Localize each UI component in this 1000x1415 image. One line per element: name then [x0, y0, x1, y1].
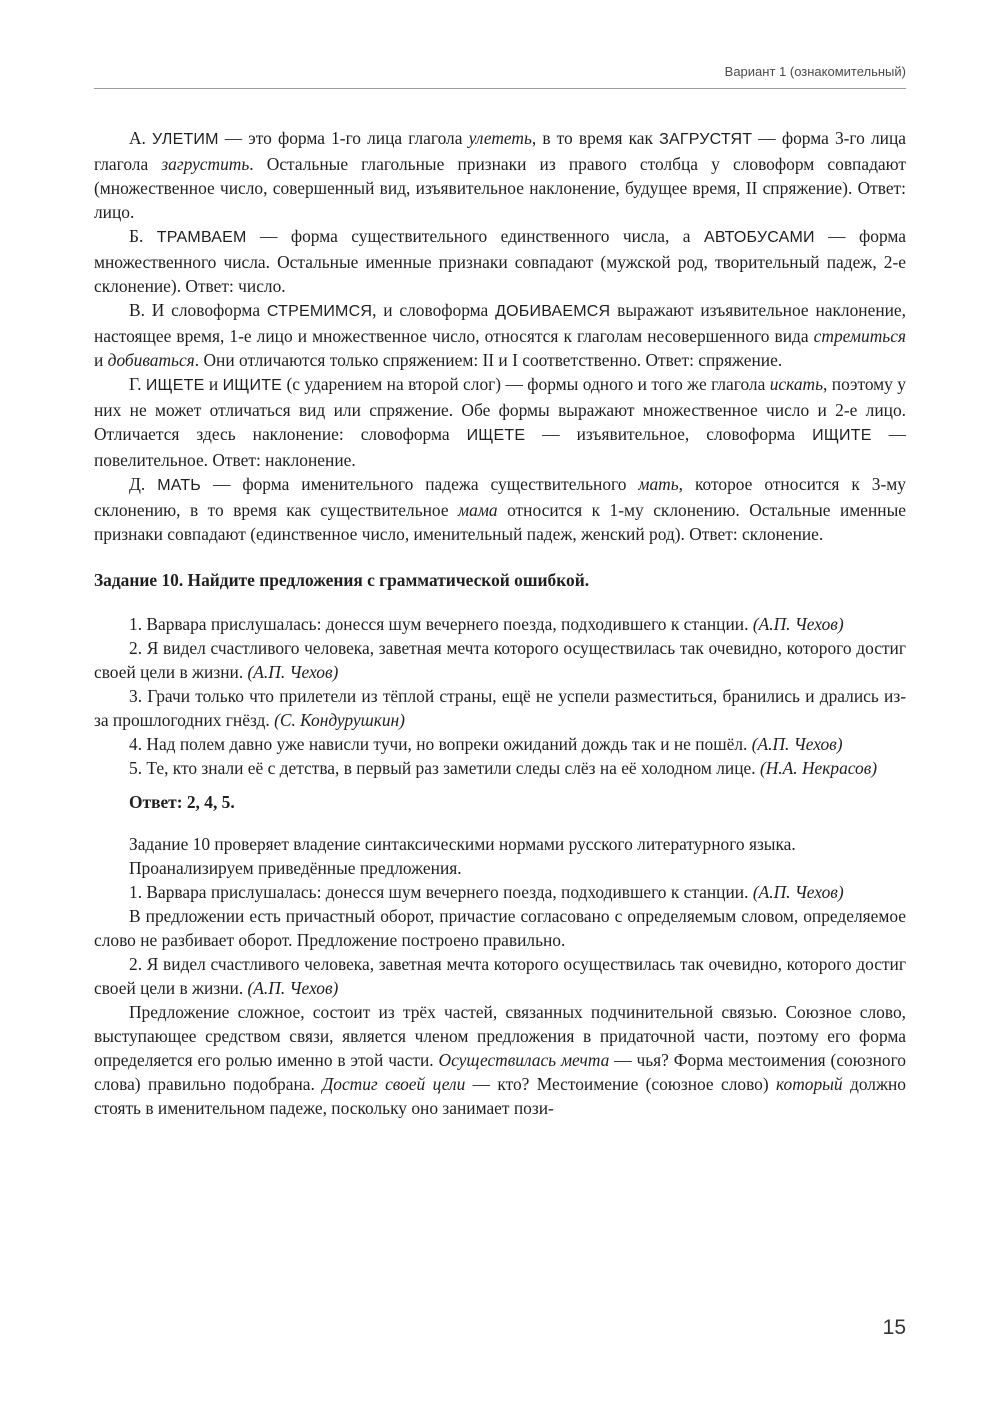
paragraph-a: А. УЛЕТИМ — это форма 1-го лица глагола улететь, в то время как ЗАГРУСТЯТ — форма 3-го лица глагола загрустить. Остальные глагольные признаки из правого столбца у словоформ совпадают (множественное число, совершенный вид, изъявительное наклонение, будущее время, II спряжение). Ответ: лицо. — [94, 128, 907, 222]
analysis-intro-1: Задание 10 проверяет владение синтаксическими нормами русского литературного языка. — [129, 834, 796, 854]
analysis-comment-2: Предложение сложное, состоит из трёх частей, связанных подчинительной связью. Союзное слово, выступающее средством связи, является членом предложения в придаточной части, поэтому его форма определяется его ролью именно в этой части. Осуществилась мечта — чья? Форма местоимения (союзного слова) правильно подобрана. Достиг своей цели — кто? Местоимение (союзное слово) который должно стоять в именительном падеже, поскольку оно занимает пози- — [94, 1002, 907, 1118]
paragraph-v: В. И словоформа СТРЕМИМСЯ, и словоформа ДОБИВАЕМСЯ выражают изъявительное наклонение, настоящее время, 1-е лицо и множественное число, относятся к глаголам несовершенного вида стремиться и добиваться. Они отличаются только спряжением: II и I соответственно. Ответ: спряжение. — [94, 300, 906, 370]
analysis-sentence-2: 2. Я видел счастливого человека, заветная мечта которого осуществилась так очевидно, которого достиг своей цели в жизни. (А.П. Чехов) — [94, 954, 906, 998]
analysis-comment-1: В предложении есть причастный оборот, причастие согласовано с определяемым словом, определяемое слово не разбивает оборот. Предложение построено правильно. — [94, 906, 906, 950]
paragraph-d: Д. МАТЬ — форма именительного падежа существительного мать, которое относится к 3-му склонению, в то время как существительное мама относится к 1-му склонению. Остальные именные признаки совпадают (единственное число, именительный падеж, женский род). Ответ: склонение. — [94, 474, 906, 544]
task-item-2: 2. Я видел счастливого человека, заветная мечта которого осуществилась так очевидно, которого достиг своей цели в жизни. (А.П. Чехов) — [94, 638, 906, 682]
task-item-1: 1. Варвара прислушалась: донесся шум вечернего поезда, подходившего к станции. (А.П. Чехов) — [129, 614, 844, 634]
analysis-intro-2: Проанализируем приведённые предложения. — [129, 858, 462, 878]
page-number: 15 — [882, 1316, 906, 1339]
task-10-answer: Ответ: 2, 4, 5. — [129, 792, 235, 812]
header-rule — [94, 88, 906, 89]
paragraph-g: Г. ИЩЕТЕ и ИЩИТЕ (с ударением на второй слог) — формы одного и того же глагола искать, поэтому у них не может отличаться вид или спряжение. Обе формы выражают множественное число и 2-е лицо. Отличается здесь наклонение: словоформа ИЩЕТЕ — изъявительное, словоформа ИЩИТЕ — повелительное. Ответ: наклонение. — [94, 374, 906, 470]
task-item-5: 5. Те, кто знали её с детства, в первый раз заметили следы слёз на её холодном лице. (Н.А. Некрасов) — [129, 758, 878, 778]
task-10-title: Задание 10. Найдите предложения с грамматической ошибкой. — [94, 570, 590, 590]
task-item-4: 4. Над полем давно уже нависли тучи, но вопреки ожиданий дождь так и не пошёл. (А.П. Чехов) — [129, 734, 843, 754]
paragraph-b: Б. ТРАМВАЕМ — форма существительного единственного числа, а АВТОБУСАМИ — форма множественного числа. Остальные именные признаки совпадают (мужской род, творительный падеж, 2-е склонение). Ответ: число. — [94, 226, 906, 296]
page-body — [94, 126, 906, 1120]
task-item-3: 3. Грачи только что прилетели из тёплой страны, ещё не успели разместиться, бранились и дрались из-за прошлогодних гнёзд. (С. Кондурушкин) — [94, 686, 906, 730]
running-header: Вариант 1 (ознакомительный) — [724, 64, 906, 79]
analysis-sentence-1: 1. Варвара прислушалась: донесся шум вечернего поезда, подходившего к станции. (А.П. Чехов) — [129, 882, 844, 902]
